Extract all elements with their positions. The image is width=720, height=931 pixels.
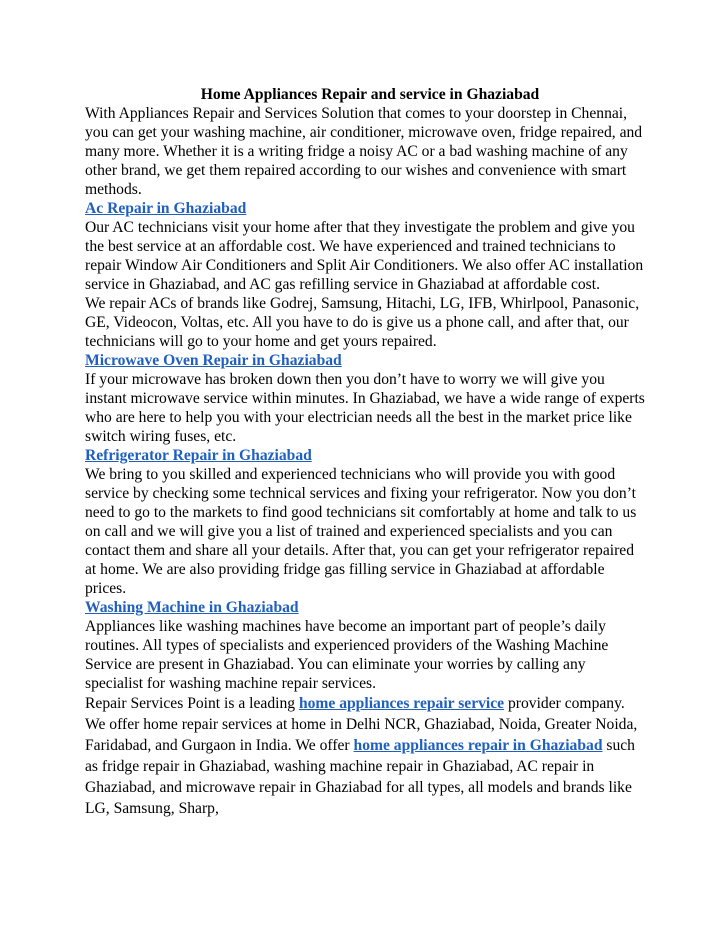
refrigerator-repair-paragraph: We bring to you skilled and experienced technicians who will provide you with good service by checking some technical services and fixing your refrigerator. Now you don’t need to go to the markets to find good technicians sit comfortably at home and talk to us on call and we will give you a list of trained and experienced specialists and you can contact them and share all your details. After that, you can get your refrigerator repaired at home. We are also providing fridge gas filling service in Ghaziabad at affordable prices. [85, 466, 637, 597]
microwave-repair-paragraph: If your microwave has broken down then you don’t have to worry we will give you instant microwave service within minutes. In Ghaziabad, we have a wide range of experts who are here to help you with your electrician needs all the best in the market price like switch wiring fuses, etc. [85, 371, 645, 445]
section-microwave-repair [85, 351, 645, 446]
ac-repair-paragraph-2: We repair ACs of brands like Godrej, Samsung, Hitachi, LG, IFB, Whirlpool, Panasonic, GE, Videocon, Voltas, etc. All you have to do is give us a phone call, and after that, our technicians will go to your home and get yours repaired. [85, 295, 640, 350]
section-washing-machine [85, 598, 645, 693]
home-appliances-repair-service-link[interactable]: home appliances repair service [298, 695, 505, 712]
page-title: Home Appliances Repair and service in Ghaziabad [200, 86, 540, 103]
home-appliances-repair-ghaziabad-link[interactable]: home appliances repair in Ghaziabad [353, 737, 603, 754]
refrigerator-repair-link[interactable]: Refrigerator Repair in Ghaziabad [85, 447, 312, 464]
closing-text-1: Repair Services Point is a leading [85, 695, 299, 712]
ac-repair-link[interactable]: Ac Repair in Ghaziabad [85, 200, 247, 217]
section-refrigerator-repair [85, 446, 645, 598]
intro-paragraph: With Appliances Repair and Services Solution that comes to your doorstep in Chennai, you can get your washing machine, air conditioner, microwave oven, fridge repaired, and many more. Whether it is a writing fridge a noisy AC or a bad washing machine of any other brand, we get them repaired according to our wishes and convenience with smart methods. [85, 105, 643, 198]
washing-machine-link[interactable]: Washing Machine in Ghaziabad [85, 599, 299, 616]
section-ac-repair [85, 199, 645, 351]
ac-repair-paragraph-1: Our AC technicians visit your home after that they investigate the problem and give you the best service at an affordable cost. We have experienced and trained technicians to repair Window Air Conditioners and Split Air Conditioners. We also offer AC installation service in Ghaziabad, and AC gas refilling service in Ghaziabad at affordable cost. [85, 219, 644, 293]
closing-text-2: provider company. We offer home repair services at home in Delhi NCR, Ghaziabad, Noida, Greater Noida, Faridabad, and Gurgaon in India. We offer [85, 695, 638, 754]
microwave-repair-link[interactable]: Microwave Oven Repair in Ghaziabad [85, 352, 342, 369]
closing-text-3: such as fridge repair in Ghaziabad, washing machine repair in Ghaziabad, AC repair in Ghaziabad, and microwave repair in Ghaziabad for all types, all models and brands like LG, Samsung, Sharp, [85, 737, 635, 817]
document-body [85, 85, 645, 819]
closing-paragraph [85, 693, 645, 819]
washing-machine-paragraph: Appliances like washing machines have become an important part of people’s daily routines. All types of specialists and experienced providers of the Washing Machine Service are present in Ghaziabad. You can eliminate your worries by calling any specialist for washing machine repair services. [85, 618, 609, 692]
